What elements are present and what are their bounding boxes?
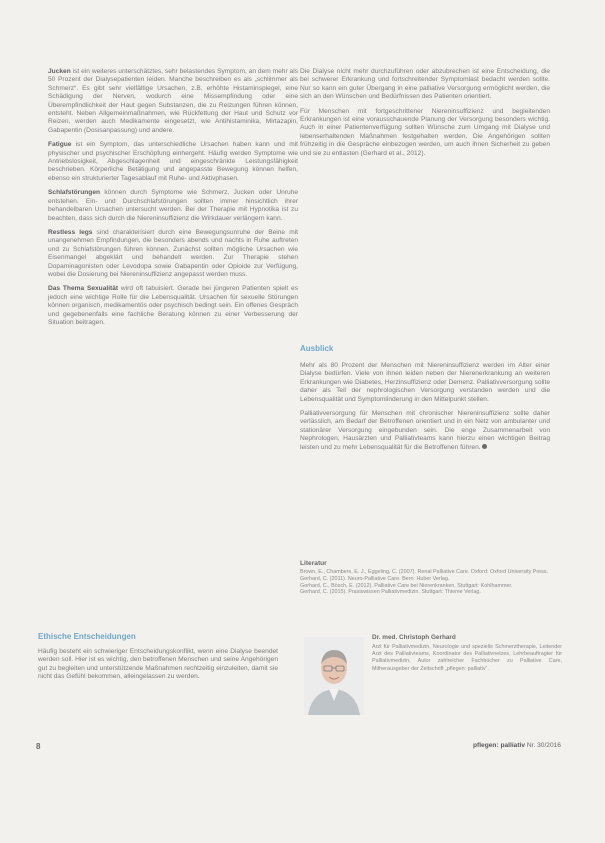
paragraph-right-1: Die Dialyse nicht mehr durchzuführen oder abzubrechen ist eine Entscheidung, die bei schwerer Erkrankung und fortschreitender Symptomlast bedacht werden sollte. Nur so kann ein guter Übergang in eine palliative Versorgung ermöglicht werden, die sich an den Wünschen und Bedürfnissen des Patienten orientiert.	[300, 68, 550, 101]
left-column	[48, 68, 298, 333]
paragraph-itching: Jucken ist ein weiteres unterschätztes, sehr belastendes Symptom, an dem mehr als 50 Prozent der Dialysepatienten leiden. Manche beschreiben es als „schlimmer als Schmerz“. Es gibt sehr vielfältige Ursachen, z.B. erhöhte Histaminspiegel, eine Schädigung der Nerven, wodurch eine Missempfindung oder eine Überempfindlichkeit der Haut gegen Substanzen, die zu Reizungen führen können, entsteht. Neben Allgemeinmaßnahmen, wie Rückfettung der Haut und Schutz vor Reizen, werden auch Medikamente eingesetzt, wie Antihistaminika, Mirtazapin, Gabapentin (Dosisanpassung) und andere.	[48, 68, 298, 134]
paragraph-ethics: Häufig besteht ein schwieriger Entscheidungskonflikt, wenn eine Dialyse beendet werden soll. Hier ist es wichtig, den betroffenen Menschen und seine Angehörigen gut zu begleiten und unterstützende Maßnahmen rechtzeitig einzuleiten, damit sie nicht das Gefühl bekommen, alleingelassen zu werden.	[38, 648, 278, 681]
page-number: 8	[36, 742, 41, 751]
literature-item: Brown, E., Chambers, E. J., Eggeling, C. (2007). Renal Palliative Care. Oxford: Oxford University Press.	[300, 569, 549, 575]
literature-box	[300, 560, 550, 596]
author-photo	[304, 637, 364, 715]
section-title-ethics: Ethische Entscheidungen	[38, 632, 136, 641]
ethics-section	[38, 648, 278, 688]
author-bio: Arzt für Palliativmedizin, Neurologie und spezielle Schmerztherapie, Leitender Arzt des Palliativteams, Koordinator des Palliativnetzes, Lehrbeauftragter für Palliativmedizin, Autor zahlreicher Fachbücher zu Palliative Care, Mitherausgeber der Zeitschrift „pflegen: palliativ“.	[372, 644, 562, 672]
right-column	[300, 68, 550, 164]
paragraph-right-2: Für Menschen mit fortgeschrittener Niereninsuffizienz und begleitenden Erkrankungen ist eine vorausschauende Planung der Versorgung besonders wichtig. Auch in einer Patientenverfügung sollten Wünsche zum Umgang mit Dialyse und lebenserhaltenden Maßnahmen festgehalten werden. Die Angehörigen sollten frühzeitig in die Gespräche einbezogen werden, um auch ihnen Sicherheit zu geben und sie zu entlasten (Gerhard et al., 2012).	[300, 107, 550, 157]
author-portrait-icon	[304, 637, 364, 715]
paragraph-outlook-1: Mehr als 80 Prozent der Menschen mit Niereninsuffizienz werden im Alter einer Dialyse bedürfen. Viele von ihnen leiden neben der Nierenerkrankung an weiteren Erkrankungen wie Diabetes, Herzinsuffizienz oder Demenz. Palliativversorgung sollte daher als Teil der nephrologischen Versorgung verstanden werden und die Lebensqualität und Symptomlinderung in den Mittelpunkt stellen.	[300, 362, 550, 403]
author-name: Dr. med. Christoph Gerhard	[372, 634, 456, 641]
literature-item: Gerhard, C., Bösch, E. (2012). Palliative Care bei Nierenkranken. Stuttgart: Kohlhammer.	[300, 582, 513, 589]
paragraph-outlook-2: Palliativversorgung für Menschen mit chronischer Niereninsuffizienz sollte daher verlässlich, am Bedarf der Betroffenen orientiert und in ein Netz von ambulanter und stationärer Versorgung eingebunden sein. Die enge Zusammenarbeit von Nephrologen, Hausärzten und Palliativteams kann hierzu einen wichtigen Beitrag leisten und zu mehr Lebensqualität für die Betroffenen führen.	[300, 410, 550, 451]
literature-item: Gerhard, C. (2011). Neuro-Palliative Care. Bern: Huber Verlag.	[300, 575, 450, 582]
outlook-section	[300, 362, 550, 458]
section-title-outlook: Ausblick	[300, 344, 334, 353]
journal-footer: pflegen: palliativ Nr. 30/2016	[473, 742, 561, 749]
literature-title: Literatur	[300, 560, 327, 567]
paragraph-restless-legs: Restless legs sind charakterisiert durch eine Bewegungsunruhe der Beine mit unangenehmen Empfindungen, die besonders abends und nachts in Ruhe auftreten und zu Schlafstörungen führen können. Zunächst sollten mögliche Ursachen wie Eisenmangel abgeklärt und behandelt werden. Zur Therapie stehen Dopaminagonisten oder Levodopa sowie Gabapentin oder Opioide zur Verfügung, wobei die Dosierung bei Niereninsuffizienz angepasst werden muss.	[48, 228, 298, 278]
article-end-mark-icon	[482, 444, 487, 449]
paragraph-fatigue: Fatigue ist ein Symptom, das unterschiedliche Ursachen haben kann und mit physischer und psychischer Erschöpfung einhergeht. Häufig werden Symptome wie Antriebslosigkeit, Abgeschlagenheit und eingeschränkte Leistungsfähigkeit beschrieben. Körperliche Betätigung und angepasste Bewegung können helfen, ebenso ein strukturierter Tagesablauf mit Ruhe- und Aktivphasen.	[48, 141, 298, 182]
literature-item: Gerhard, C. (2015). Praxiswissen Palliativmedizin. Stuttgart: Thieme Verlag.	[300, 589, 481, 596]
paragraph-sleep: Schlafstörungen können durch Symptome wie Schmerz, Jucken oder Unruhe entstehen. Ein- und Durchschlafstörungen sollten immer hinsichtlich ihrer behandelbaren Ursachen untersucht werden. Bei der Therapie mit Hypnotika ist zu beachten, dass sich durch die Niereninsuffizienz die Wirkdauer verlängern kann.	[48, 189, 298, 222]
author-info	[372, 634, 562, 673]
paragraph-sexuality: Das Thema Sexualität wird oft tabuisiert. Gerade bei jüngeren Patienten spielt es jedoch eine wichtige Rolle für die Lebensqualität. Ursachen für sexuelle Störungen können organisch, medikamentös oder psychisch bedingt sein. Ein offenes Gespräch und gegebenenfalls eine fachliche Beratung können zu einer Verbesserung der Situation beitragen.	[48, 285, 298, 326]
